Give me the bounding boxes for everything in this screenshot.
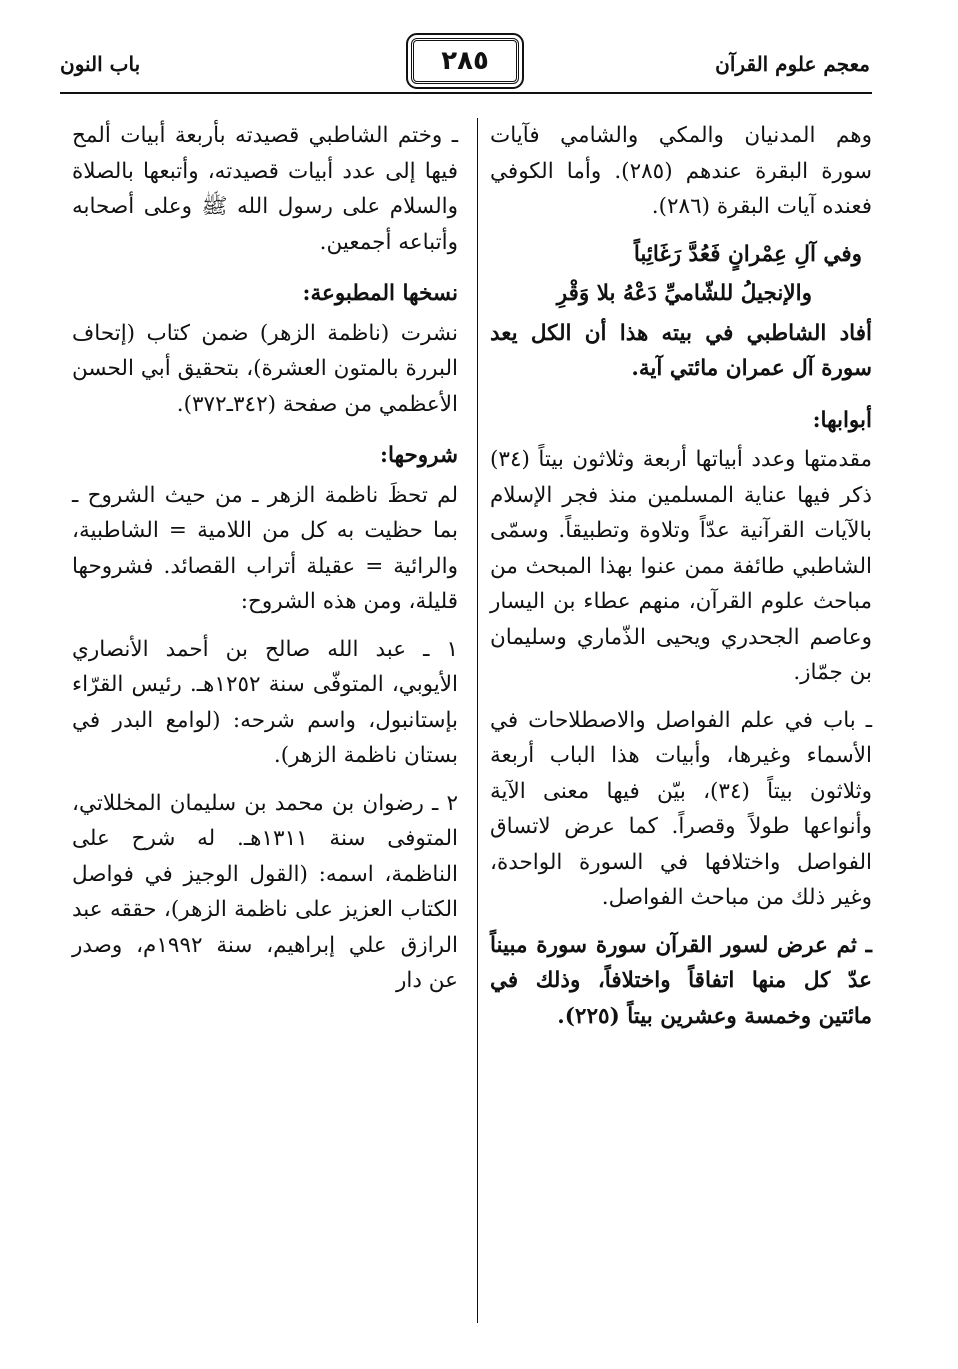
section-heading: أبوابها: (812, 407, 872, 433)
running-head (60, 44, 870, 88)
verse-line: وفي آلِ عِمْرانٍ فَعُدَّ رَغَائِباً (633, 241, 862, 267)
left-column (72, 118, 458, 1011)
paragraph: نشرت (ناظمة الزهر) ضمن كتاب (إتحاف البررة بالمتون العشرة)، بتحقيق أبي الحسن الأعظمي من صفحة (٣٤٢ـ٣٧٢). (72, 320, 458, 417)
book-title: معجم علوم القرآن (715, 52, 870, 76)
section-heading: شروحها: (380, 443, 458, 468)
right-column (490, 118, 872, 1046)
verse-line: والإنجيلُ للشّاميِّ دَعْهُ بلا وَقْرِ (556, 281, 812, 306)
paragraph: وهم المدنيان والمكي والشامي فآيات سورة البقرة عندهم (٢٨٥). وأما الكوفي فعنده آيات البقرة (٢٨٦). (490, 123, 872, 219)
paragraph: لم تحظَ ناظمة الزهر ـ من حيث الشروح ـ بما حظيت به كل من اللامية = الشاطبية، والرائية = عقيلة أتراب القصائد. فشروحها قليلة، ومن هذه الشروح: (72, 482, 458, 614)
chapter-title: باب النون (60, 52, 141, 76)
paragraph: أفاد الشاطبي في بيته هذا أن الكل يعد سورة آل عمران مائتي آية. (490, 320, 872, 381)
paragraph: مقدمتها وعدد أبياتها أربعة وثلاثون بيتاً (٣٤) ذكر فيها عناية المسلمين منذ فجر الإسلام بالآيات القرآنية عدّاً وتلاوة وتطبيقاً. وسمّى الشاطبي طائفة ممن عنوا بهذا المبحث من مباحث علوم القرآن، منهم عطاء بن اليسار وعاصم الجحدري ويحيى الذّماري وسليمان بن جمّاز. (490, 447, 872, 685)
paragraph: ـ ثم عرض لسور القرآن سورة سورة مبيناً عدّ كل منها اتفاقاً واختلافاً، وذلك في مائتين وخمسة وعشرين بيتاً (٢٢٥). (490, 932, 872, 1029)
header-rule (60, 92, 872, 94)
paragraph: ٢ ـ رضوان بن محمد بن سليمان المخللاتي، المتوفى سنة ١٣١١هـ. له شرح على الناظمة، اسمه: (القول الوجيز في فواصل الكتاب العزيز على ناظمة الزهر)، حققه عبد الرازق علي إبراهيم، سنة ١٩٩٢م، وصدر عن دار (72, 790, 458, 993)
paragraph: ـ وختم الشاطبي قصيدته بأربعة أبيات ألمح فيها إلى عدد أبيات قصيدته، وأتبعها بالصلاة والسلام على رسول الله ﷺ وعلى أصحابه وأتباعه أجمعين. (72, 123, 458, 255)
column-divider (477, 118, 478, 1323)
page-number: ٢٨٥ (411, 38, 519, 84)
section-heading: نسخها المطبوعة: (302, 281, 458, 306)
paragraph: ١ ـ عبد الله صالح بن أحمد الأنصاري الأيوبي، المتوفّى سنة ١٢٥٢هـ. رئيس القرّاء بإستانبول، واسم شرحه: (لوامع البدر في بستان ناظمة الزهر). (72, 636, 458, 768)
paragraph: ـ باب في علم الفواصل والاصطلاحات في الأسماء وغيرها، وأبيات هذا الباب أربعة وثلاثون بيتاً (٣٤)، بيّن فيها معنى الآية وأنواعها طولاً وقصراً. كما عرض لاتساق الفواصل واختلافها في السورة الواحدة، وغير ذلك من مباحث الفواصل. (490, 707, 872, 910)
